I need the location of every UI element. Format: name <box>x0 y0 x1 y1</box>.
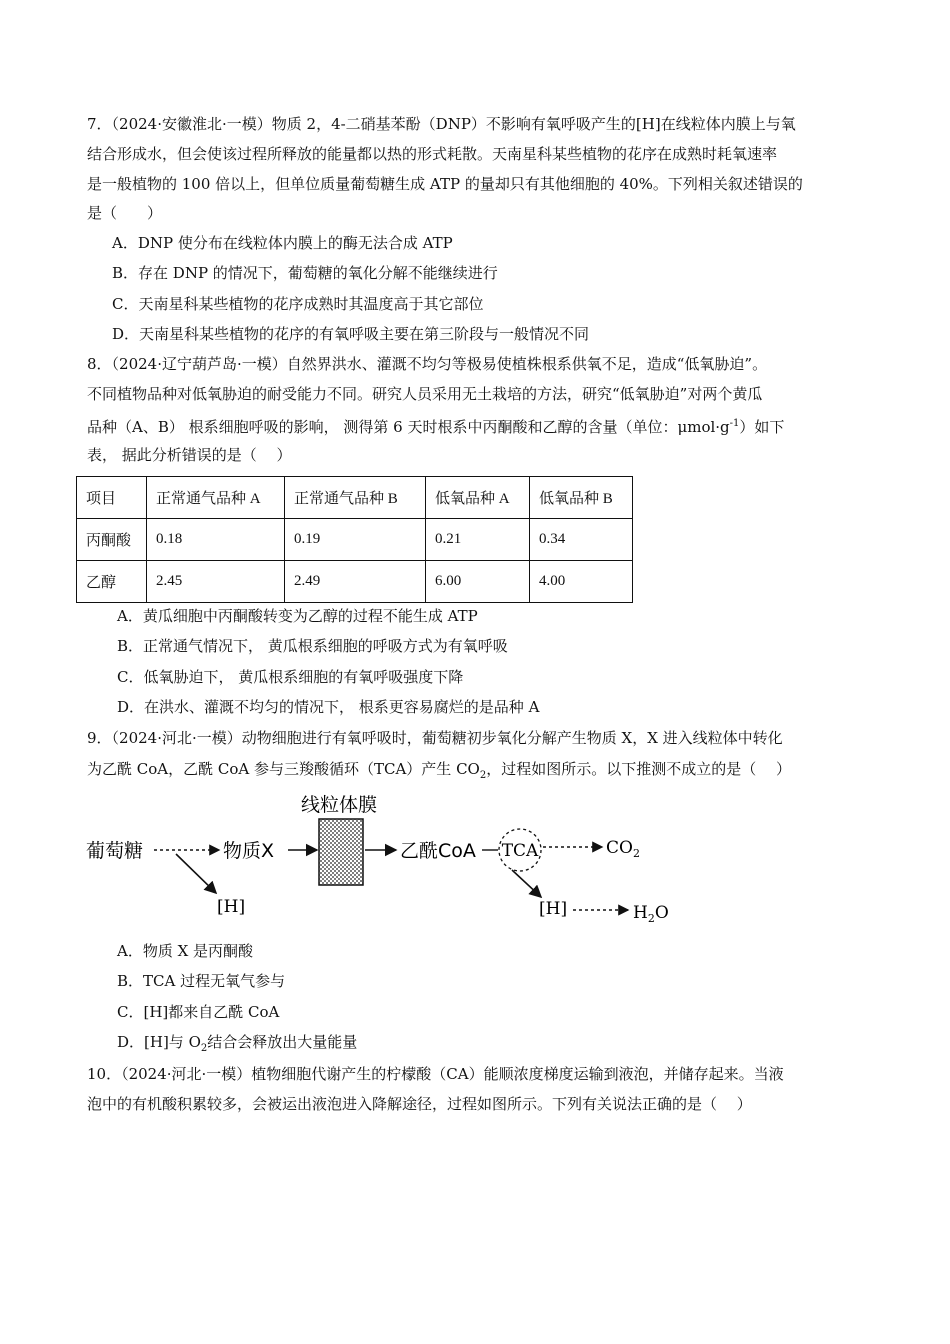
glucose-to-h-arrow <box>176 854 216 893</box>
water-sub: 2 <box>647 912 655 925</box>
q9-option-c: C．[H]都来自乙酰 CoA <box>117 1003 280 1021</box>
mitochondrial-membrane-box <box>319 819 363 885</box>
q9-option-b: B．TCA 过程无氧气参与 <box>117 972 286 990</box>
q9-stem-line-2 <box>87 759 791 786</box>
q7-stem-line-2: 结合形成水，但会使该过程所释放的能量都以热的形式耗散。天南星科某些植物的花序在成熟时耗氧速率 <box>87 145 778 163</box>
table-header-cell: 低氧品种 A <box>426 477 530 519</box>
q8-stem-line-3 <box>87 414 784 437</box>
table-cell: 2.45 <box>147 561 285 603</box>
q8-stem-line-4: 表， 据此分析错误的是（ ） <box>87 446 292 464</box>
h-label-2: [H] <box>539 899 568 919</box>
respiration-diagram <box>76 788 696 926</box>
table-cell: 0.34 <box>530 519 633 561</box>
table-cell: 乙醇 <box>77 561 147 603</box>
table-row <box>77 561 633 603</box>
unit-superscript: -1 <box>729 418 740 429</box>
water-h: H <box>633 903 648 923</box>
q7-option-b: B．存在 DNP 的情况下，葡萄糖的氧化分解不能继续进行 <box>112 264 498 282</box>
table-cell: 4.00 <box>530 561 633 603</box>
q9-stem-line-1: 9．（2024·河北·一模）动物细胞进行有氧呼吸时，葡萄糖初步氧化分解产生物质 X，X 进入线粒体中转化 <box>87 729 783 747</box>
tca-label: TCA <box>501 841 539 861</box>
table-cell: 0.21 <box>426 519 530 561</box>
q7-stem-line-1: 7．（2024·安徽淮北·一模）物质 2，4-二硝基苯酚（DNP）不影响有氧呼吸产生的[H]在线粒体内膜上与氧 <box>87 115 796 133</box>
water-o: O <box>654 903 669 923</box>
q7-option-d: D．天南星科某些植物的花序的有氧呼吸主要在第三阶段与一般情况不同 <box>112 325 590 343</box>
q8-option-a: A．黄瓜细胞中丙酮酸转变为乙醇的过程不能生成 ATP <box>117 607 478 625</box>
q7-stem-line-4: 是（ ） <box>87 204 163 222</box>
table-header-row <box>77 477 633 519</box>
glucose-label: 葡萄糖 <box>86 840 144 862</box>
q10-stem-line-2: 泡中的有机酸积累较多，会被运出液泡进入降解途径，过程如图所示。下列有关说法正确的是（ ） <box>87 1095 752 1113</box>
q8-option-c: C．低氧胁迫下， 黄瓜根系细胞的有氧呼吸强度下降 <box>117 668 464 686</box>
q9-option-a: A．物质 X 是丙酮酸 <box>117 942 254 960</box>
table-cell: 0.19 <box>285 519 426 561</box>
acetyl-coa-label: 乙酰CoA <box>400 840 476 862</box>
q8-option-d: D．在洪水、灌溉不均匀的情况下， 根系更容易腐烂的是品种 A <box>117 698 540 716</box>
table-header-cell: 正常通气品种 A <box>147 477 285 519</box>
tca-to-h-arrow <box>512 870 541 897</box>
q8-stem-line-1: 8．（2024·辽宁葫芦岛·一模）自然界洪水、灌溉不均匀等极易使植株根系供氧不足，造成“低氧胁迫”。 <box>87 355 768 373</box>
table-cell: 0.18 <box>147 519 285 561</box>
q9-stem-line-2-a: 为乙酰 CoA，乙酰 CoA 参与三羧酸循环（TCA）产生 CO <box>87 760 480 778</box>
q9-option-d-pre: D．[H]与 O <box>117 1033 201 1051</box>
table-header-cell: 低氧品种 B <box>530 477 633 519</box>
table-header-cell: 正常通气品种 B <box>285 477 426 519</box>
q10-stem-line-1: 10．（2024·河北·一模）植物细胞代谢产生的柠檬酸（CA）能顺浓度梯度运输到液泡，并储存起来。当液 <box>87 1065 784 1083</box>
substance-x-label: 物质X <box>223 840 275 862</box>
q9-stem-line-2-b: ，过程如图所示。以下推测不成立的是（ ） <box>486 760 791 778</box>
table-cell: 丙酮酸 <box>77 519 147 561</box>
co2-label <box>606 838 640 860</box>
co2-subscript: 2 <box>479 770 487 781</box>
table-cell: 6.00 <box>426 561 530 603</box>
q8-option-b: B．正常通气情况下， 黄瓜根系细胞的呼吸方式为有氧呼吸 <box>117 637 508 655</box>
co2-sub: 2 <box>632 847 640 860</box>
table-row <box>77 519 633 561</box>
table-cell: 2.49 <box>285 561 426 603</box>
q8-stem-line-3-tail: ）如下 <box>739 418 785 436</box>
table-header-cell: 项目 <box>77 477 147 519</box>
q8-stem-line-2: 不同植物品种对低氧胁迫的耐受能力不同。研究人员采用无土栽培的方法，研究“低氧胁迫”对两个黄瓜 <box>87 385 763 403</box>
data-table <box>76 476 633 603</box>
membrane-label: 线粒体膜 <box>301 794 378 816</box>
o2-subscript: 2 <box>200 1043 208 1054</box>
q7-option-c: C．天南星科某些植物的花序成熟时其温度高于其它部位 <box>112 295 484 313</box>
h-label-1: [H] <box>217 897 246 917</box>
water-label <box>633 903 669 925</box>
q7-option-a: A．DNP 使分布在线粒体内膜上的酶无法合成 ATP <box>112 234 453 252</box>
co2-text: CO <box>606 838 633 858</box>
q7-stem-line-3: 是一般植物的 100 倍以上，但单位质量葡萄糖生成 ATP 的量却只有其他细胞的 40%。下列相关叙述错误的 <box>87 175 803 193</box>
q9-option-d-post: 结合会释放出大量能量 <box>207 1033 358 1051</box>
q8-stem-line-3-text: 品种（A、B） 根系细胞呼吸的影响， 测得第 6 天时根系中丙酮酸和乙醇的含量（单位：μmol·g <box>87 418 730 436</box>
q9-option-d <box>117 1032 357 1059</box>
